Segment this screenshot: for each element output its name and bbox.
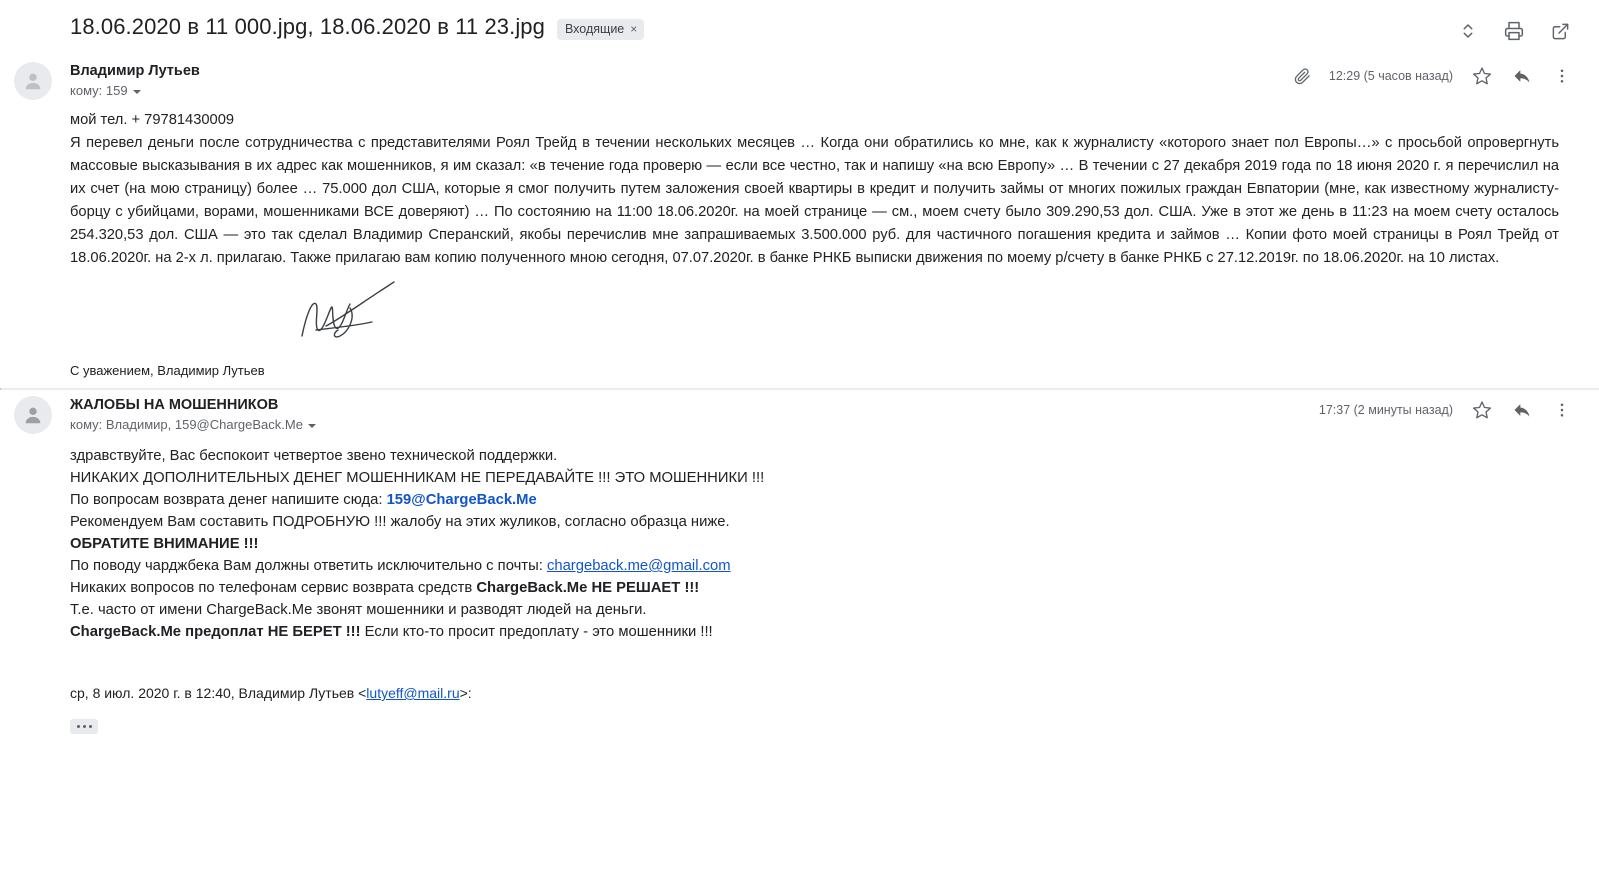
message-2-body bbox=[70, 433, 1573, 643]
body-line-4: Рекомендуем Вам составить ПОДРОБНУЮ !!! жалобу на этих жуликов, согласно образца ниже. bbox=[70, 514, 730, 530]
signature-text: С уважением, Владимир Лутьев bbox=[70, 363, 265, 378]
body-line-9 bbox=[70, 621, 1573, 643]
sender-block bbox=[70, 396, 316, 433]
handwritten-signature-image bbox=[298, 278, 418, 353]
body-line-6 bbox=[70, 555, 1573, 577]
dot-icon bbox=[77, 725, 80, 728]
sender-block bbox=[70, 62, 200, 99]
message-1[interactable] bbox=[0, 56, 1599, 388]
reply-icon[interactable] bbox=[1511, 399, 1533, 421]
open-in-new-window-icon[interactable] bbox=[1549, 20, 1571, 42]
quoted-text-post: >: bbox=[459, 685, 472, 701]
reply-icon[interactable] bbox=[1511, 65, 1533, 87]
label-chip-text: Входящие bbox=[564, 21, 625, 36]
body-line-9-bold: ChargeBack.Me предоплат НЕ БЕРЕТ !!! bbox=[70, 624, 361, 640]
message-2-header bbox=[70, 390, 1573, 433]
star-icon[interactable] bbox=[1471, 65, 1493, 87]
subject-line bbox=[70, 14, 1457, 40]
body-line-7-bold: ChargeBack.Me НЕ РЕШАЕТ !!! bbox=[476, 580, 700, 596]
chargeback-email-link[interactable]: 159@ChargeBack.Me bbox=[386, 492, 537, 508]
print-icon[interactable] bbox=[1503, 20, 1525, 42]
attachment-icon bbox=[1294, 68, 1311, 85]
sender-name: ЖАЛОБЫ НА МОШЕННИКОВ bbox=[70, 397, 279, 413]
body-line-8: Т.е. часто от имени ChargeBack.Me звонят мошенники и разводят людей на деньги. bbox=[70, 602, 647, 618]
thread-header bbox=[0, 0, 1599, 56]
recipient-line[interactable] bbox=[70, 416, 316, 433]
body-line-2: НИКАКИХ ДОПОЛНИТЕЛЬНЫХ ДЕНЕГ МОШЕННИКАМ НЕ ПЕРЕДАВАЙТЕ !!! ЭТО МОШЕННИКИ !!! bbox=[70, 470, 765, 486]
message-1-body bbox=[70, 99, 1573, 270]
message-timestamp: 12:29 (5 часов назад) bbox=[1328, 69, 1453, 83]
chevron-down-icon[interactable] bbox=[308, 424, 316, 428]
dot-icon bbox=[83, 725, 86, 728]
quoted-text-pre: ср, 8 июл. 2020 г. в 12:40, Владимир Лутьев < bbox=[70, 685, 367, 701]
more-options-icon[interactable] bbox=[1551, 399, 1573, 421]
recipient-line[interactable] bbox=[70, 82, 200, 99]
body-line-3 bbox=[70, 489, 1573, 511]
body-line-7-text: Никаких вопросов по телефонам сервис возврата средств bbox=[70, 580, 477, 596]
message-1-meta bbox=[1294, 62, 1573, 87]
avatar bbox=[14, 62, 52, 100]
show-trimmed-content-button[interactable] bbox=[70, 719, 98, 734]
body-line-3-text: По вопросам возврата денег напишите сюда: bbox=[70, 492, 387, 508]
body-line-1: здравствуйте, Вас беспокоит четвертое звено технической поддержки. bbox=[70, 448, 558, 464]
page-title: 18.06.2020 в 11 000.jpg, 18.06.2020 в 11 23.jpg bbox=[70, 14, 545, 39]
gmail-link[interactable]: chargeback.me@gmail.com bbox=[546, 558, 731, 574]
chevron-down-icon[interactable] bbox=[133, 90, 141, 94]
message-timestamp: 17:37 (2 минуты назад) bbox=[1318, 403, 1453, 417]
message-2[interactable] bbox=[0, 390, 1599, 750]
avatar bbox=[14, 396, 52, 434]
body-line-6-text: По поводу чарджбека Вам должны ответить исключительно с почты: bbox=[70, 558, 547, 574]
message-2-meta bbox=[1319, 396, 1573, 421]
more-options-icon[interactable] bbox=[1551, 65, 1573, 87]
body-line-5-attention: ОБРАТИТЕ ВНИМАНИЕ !!! bbox=[70, 536, 259, 552]
recipient-label: кому: 159 bbox=[70, 83, 128, 98]
expand-collapse-icon[interactable] bbox=[1457, 20, 1479, 42]
body-line-7 bbox=[70, 577, 1573, 599]
bottom-spacer bbox=[70, 734, 1573, 750]
quoted-message-header bbox=[70, 643, 1573, 701]
quoted-sender-email-link[interactable]: lutyeff@mail.ru bbox=[366, 685, 460, 701]
message-paragraph: Я перевел деньги после сотрудничества с представителями Роял Трейд в течении нескольких месяцев … Когда они обратились ко мне, как к журналисту «которого знает пол Европы…» с просьбой опровергнуть массовые высказывания в их адрес как мошенников, я им сказал: «в течение года проверю — если все честно, так и напишу «на всю Европу» … В течении с 27 декабря 2019 года по 18 июня 2020 г. я перечислил на их счет (на мою страницу) более … 75.000 дол США, которые я смог получить путем заложения своей квартиры в кредит и получить займы от многих пожилых граждан Евпатории (мне, как известному журналисту-борцу с убийцами, ворами, мошенниками ВСЕ доверяют) … По состоянию на 11:00 18.06.2020г. на моей странице — см., моем счету было 309.290,53 дол. США. Уже в этот же день в 11:23 на моем счету осталось 254.320,53 дол. США — это так сделал Владимир Сперанский, якобы перечислив мне запрашиваемых 3.500.000 руб. для частичного погашения кредита и займов … Копии фото моей страницы в Роял Трейд от 18.06.2020г. на 2-х л. прилагаю. Также прилагаю вам копию полученного мною сегодня, 07.07.2020г. в банке РНКБ выписки движения по моему р/счету в банке РНКБ с 27.12.2019г. по 18.06.2020г. на 10 листах. bbox=[70, 135, 1559, 266]
message-1-header bbox=[70, 56, 1573, 99]
star-icon[interactable] bbox=[1471, 399, 1493, 421]
header-actions bbox=[1457, 14, 1577, 42]
recipient-label: кому: Владимир, 159@ChargeBack.Me bbox=[70, 417, 303, 432]
body-line-9-text: Если кто-то просит предоплату - это мошенники !!! bbox=[360, 624, 713, 640]
signature-area bbox=[70, 270, 1573, 388]
label-chip-inbox[interactable] bbox=[557, 19, 644, 40]
phone-line: мой тел. + 79781430009 bbox=[70, 112, 235, 128]
dot-icon bbox=[89, 725, 92, 728]
close-icon[interactable]: × bbox=[630, 21, 638, 36]
sender-name: Владимир Лутьев bbox=[70, 63, 200, 79]
